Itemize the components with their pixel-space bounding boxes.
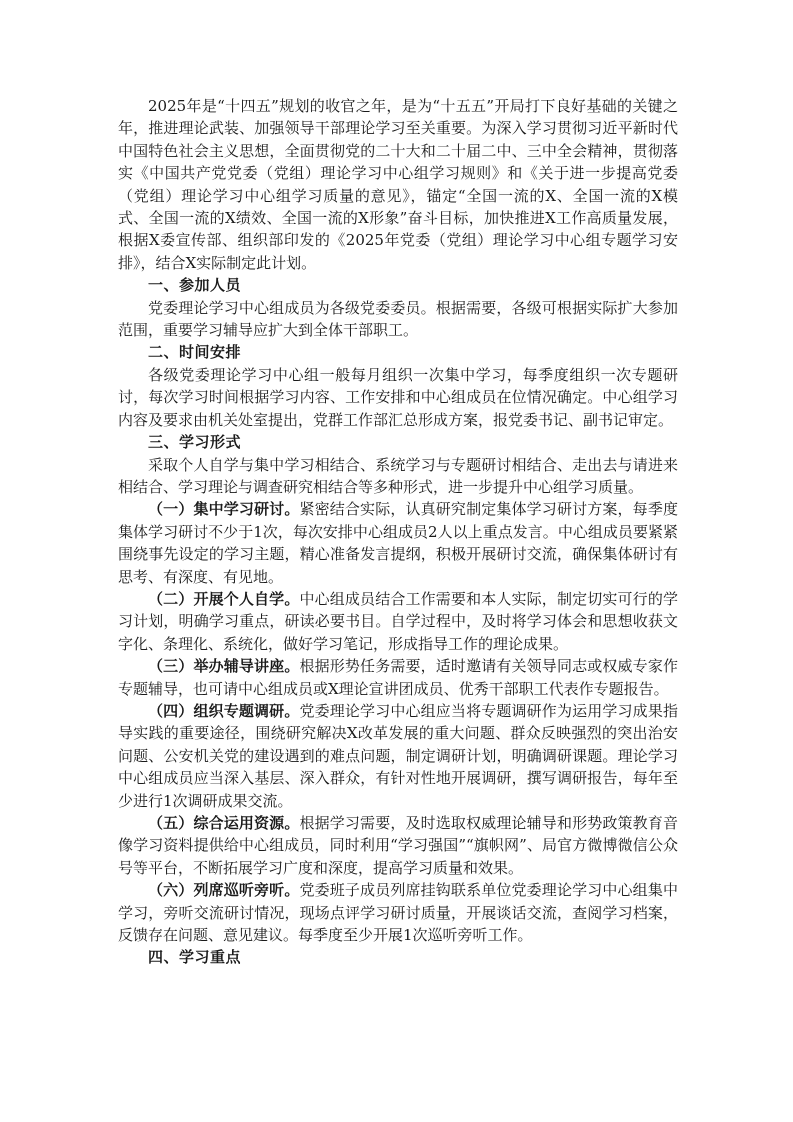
section-heading-schedule: 二、时间安排 <box>148 343 242 362</box>
study-forms-paragraph: 采取个人自学与集中学习相结合、系统学习与专题研讨相结合、走出去与请进来相结合、学习理论与调查研究相结合等多种形式，进一步提升中心组学习质量。 <box>118 455 678 496</box>
document-page <box>118 95 678 969</box>
schedule-paragraph: 各级党委理论学习中心组一般每月组织一次集中学习，每季度组织一次专题研讨，每次学习时间根据学习内容、工作安排和中心组成员在位情况确定。中心组学习内容及要求由机关处室提出，党群工作部汇总形成方案，报党委书记、副书记审定。 <box>118 365 678 429</box>
section-heading-study-focus: 四、学习重点 <box>148 948 242 967</box>
study-form-text: 中心组成员结合工作需要和本人实际，制定切实可行的学习计划，明确学习重点，研读必要书目。自学过程中，及时将学习体会和思想收获文字化、条理化、系统化，做好学习笔记，形成指导工作的理论成果。 <box>118 589 678 653</box>
study-form-item-self-study <box>118 588 678 655</box>
study-form-text: 紧密结合实际，认真研究制定集体学习研讨方案，每季度集体学习研讨不少于1次，每次安排中心组成员2人以上重点发言。中心组成员要紧紧围绕事先设定的学习主题，精心准备发言提纲，积极开展研讨交流，确保集体研讨有思考、有深度、有见地。 <box>118 500 678 586</box>
participants-paragraph: 党委理论学习中心组成员为各级党委委员。根据需要，各级可根据实际扩大参加范围，重要学习辅导应扩大到全体干部职工。 <box>118 298 678 340</box>
study-form-text: 根据形势任务需要，适时邀请有关领导同志或权威专家作专题辅导，也可请中心组成员或X理论宣讲团成员、优秀干部职工代表作专题报告。 <box>118 657 678 698</box>
study-form-title: （五）综合运用资源。 <box>148 814 300 832</box>
study-form-item-observation <box>118 879 678 946</box>
section-heading-study-forms: 三、学习形式 <box>148 433 242 452</box>
study-form-item-lectures <box>118 655 678 700</box>
study-form-title: （四）组织专题调研。 <box>148 701 300 720</box>
study-form-item-research <box>118 700 678 812</box>
study-form-item-collective <box>118 498 678 588</box>
study-form-title: （二）开展个人自学。 <box>148 589 300 608</box>
study-form-title: （一）集中学习研讨。 <box>148 500 300 519</box>
study-form-text: 党委理论学习中心组应当将专题调研作为运用学习成果指导实践的重要途径，围绕研究解决X改革发展的重大问题、群众反映强烈的突出治安问题、公安机关党的建设遇到的难点问题，制定调研计划，明确调研课题。理论学习中心组成员应当深入基层、深入群众，有针对性地开展调研，撰写调研报告，每年至少进行1次调研成果交流。 <box>118 701 678 810</box>
study-form-text: 根据学习需要，及时选取权威理论辅导和形势政策教育音像学习资料提供给中心组成员，同时利用“学习强国”“旗帜网”、局官方微博微信公众号等平台，不断拓展学习广度和深度，提高学习质量和效果。 <box>118 814 678 877</box>
study-form-title: （六）列席巡听旁听。 <box>148 881 300 900</box>
intro-paragraph: 2025年是“十四五”规划的收官之年，是为“十五五”开局打下良好基础的关键之年，推进理论武装、加强领导干部理论学习至关重要。为深入学习贯彻习近平新时代中国特色社会主义思想，全面贯彻党的二十大和二十届二中、三中全会精神，贯彻落实《中国共产党党委（党组）理论学习中心组学习规则》和《关于进一步提高党委（党组）理论学习中心组学习质量的意见》，锚定“全国一流的X、全国一流的X模式、全国一流的X绩效、全国一流的X形象”奋斗目标，加快推进X工作高质量发展，根据X委宣传部、组织部印发的《2025年党委（党组）理论学习中心组专题学习安排》，结合X实际制定此计划。 <box>118 97 678 272</box>
study-form-item-resources <box>118 812 678 879</box>
section-heading-participants: 一、参加人员 <box>148 276 242 295</box>
study-form-text: 党委班子成员列席挂钩联系单位党委理论学习中心组集中学习，旁听交流研讨情况，现场点评学习研讨质量，开展谈话交流，查阅学习档案，反馈存在问题、意见建议。每季度至少开展1次巡听旁听工作。 <box>118 881 678 945</box>
study-form-title: （三）举办辅导讲座。 <box>148 657 300 676</box>
